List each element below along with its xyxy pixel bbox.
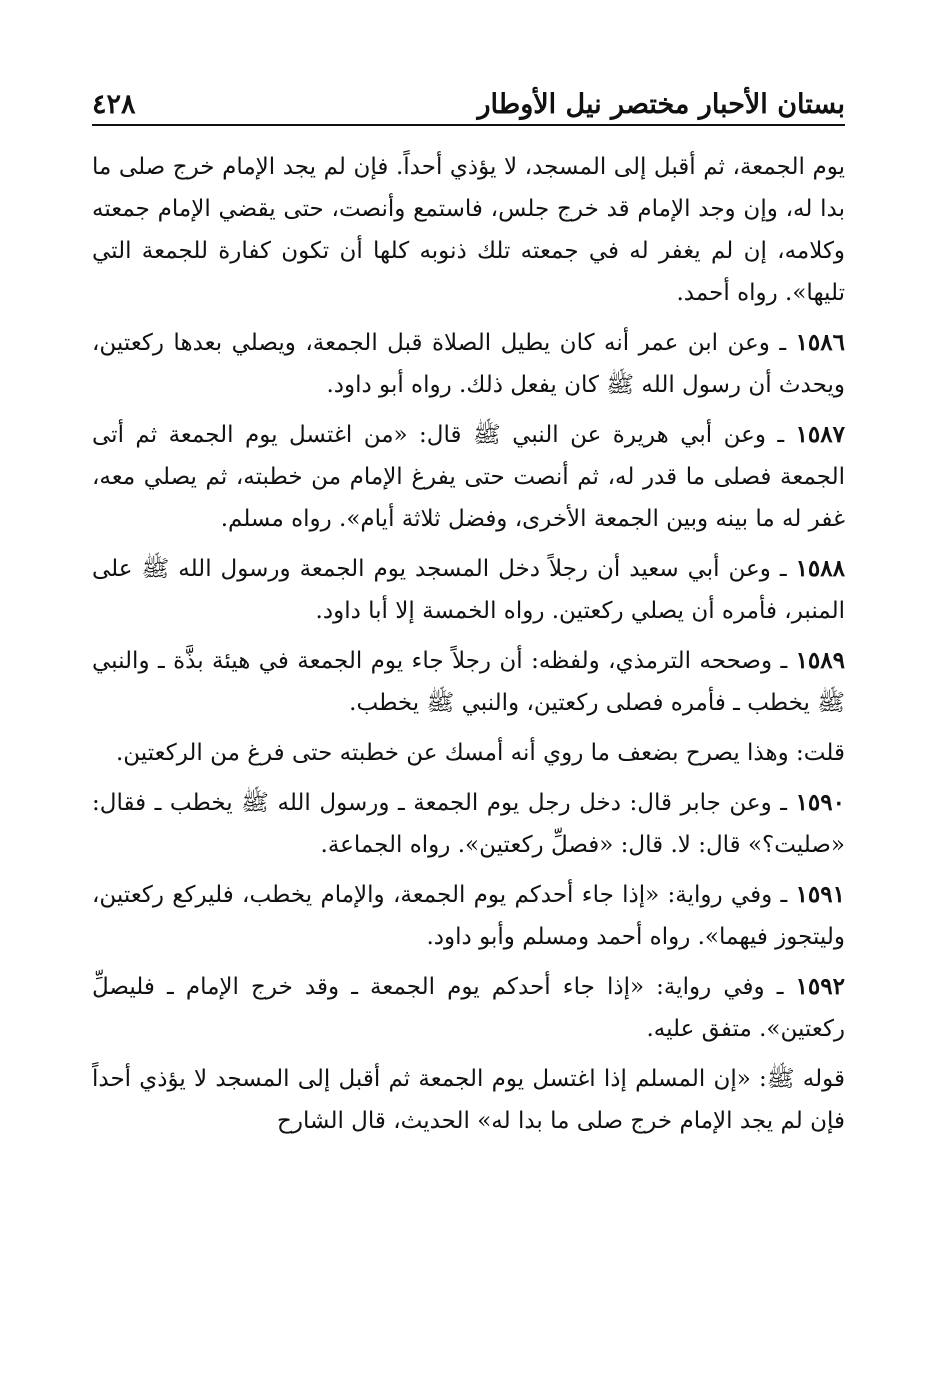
hadith-1590 [92, 782, 845, 866]
paragraph-text: ـ وفي رواية: «إذا جاء أحدكم يوم الجمعة ـ وقد خرج الإمام ـ فليصلِّ ركعتين». متفق عليه. [92, 974, 845, 1042]
paragraph-text: ـ وعن جابر قال: دخل رجل يوم الجمعة ـ ورسول الله ﷺ يخطب ـ فقال: «صليت؟» قال: لا. قال: «فصلِّ ركعتين». رواه الجماعة. [92, 790, 845, 858]
hadith-number: ١٥٩٠ [795, 789, 845, 816]
paragraph-text: ـ وعن ابن عمر أنه كان يطيل الصلاة قبل الجمعة، ويصلي بعدها ركعتين، ويحدث أن رسول الله ﷺ كان يفعل ذلك. رواه أبو داود. [92, 330, 845, 398]
book-page [92, 80, 845, 1150]
hadith-number: ١٥٩٢ [795, 973, 845, 1000]
paragraph-text: ـ وعن أبي هريرة عن النبي ﷺ قال: «من اغتسل يوم الجمعة ثم أتى الجمعة فصلى ما قدر له، ثم أنصت حتى يفرغ الإمام من خطبته، ثم يصلي معه، غفر له ما بينه وبين الجمعة الأخرى، وفضل ثلاثة أيام». رواه مسلم. [92, 422, 845, 532]
running-header [92, 80, 845, 126]
paragraph-continuation [92, 146, 845, 314]
hadith-number: ١٥٨٩ [795, 647, 845, 674]
hadith-number: ١٥٩١ [795, 881, 845, 908]
author-note [92, 732, 845, 774]
page-body [92, 146, 845, 1142]
hadith-1588 [92, 548, 845, 632]
paragraph-text: قوله ﷺ: «إن المسلم إذا اغتسل يوم الجمعة ثم أقبل إلى المسجد لا يؤذي أحداً فإن لم يجد الإمام خرج صلى ما بدا له» الحديث، قال الشارح [92, 1066, 845, 1134]
hadith-number: ١٥٨٨ [795, 555, 845, 582]
hadith-1586 [92, 322, 845, 406]
book-title: بستان الأحبار مختصر نيل الأوطار [477, 89, 845, 120]
page-number: ٤٢٨ [92, 89, 136, 120]
hadith-number: ١٥٨٧ [795, 421, 845, 448]
hadith-number: ١٥٨٦ [795, 329, 845, 356]
hadith-1589 [92, 640, 845, 724]
paragraph-text: قلت: وهذا يصرح بضعف ما روي أنه أمسك عن خطبته حتى فرغ من الركعتين. [115, 740, 845, 766]
hadith-1592 [92, 966, 845, 1050]
paragraph-text: ـ وفي رواية: «إذا جاء أحدكم يوم الجمعة، والإمام يخطب، فليركع ركعتين، وليتجوز فيهما». رواه أحمد ومسلم وأبو داود. [92, 882, 845, 950]
commentary-paragraph [92, 1058, 845, 1142]
hadith-1587 [92, 414, 845, 540]
paragraph-text: ـ وعن أبي سعيد أن رجلاً دخل المسجد يوم الجمعة ورسول الله ﷺ على المنبر، فأمره أن يصلي ركعتين. رواه الخمسة إلا أبا داود. [92, 556, 845, 624]
paragraph-text: يوم الجمعة، ثم أقبل إلى المسجد، لا يؤذي أحداً. فإن لم يجد الإمام خرج صلى ما بدا له، وإن وجد الإمام قد خرج جلس، فاستمع وأنصت، حتى يقضي الإمام جمعته وكلامه، إن لم يغفر له في جمعته تلك ذنوبه كلها أن تكون كفارة للجمعة التي تليها». رواه أحمد. [92, 154, 845, 306]
hadith-1591 [92, 874, 845, 958]
paragraph-text: ـ وصححه الترمذي، ولفظه: أن رجلاً جاء يوم الجمعة في هيئة بذَّة ـ والنبي ﷺ يخطب ـ فأمره فصلى ركعتين، والنبي ﷺ يخطب. [92, 648, 845, 716]
